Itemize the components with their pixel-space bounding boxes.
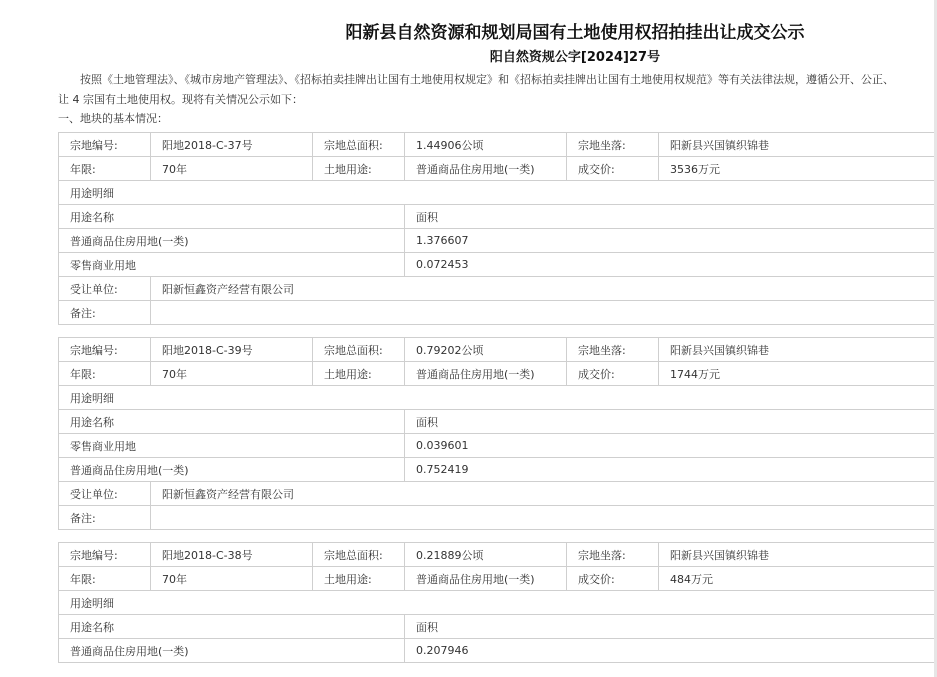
table-row bbox=[59, 434, 935, 458]
table-row bbox=[59, 615, 935, 639]
location-label: 宗地坐落: bbox=[567, 133, 659, 157]
price-value: 1744万元 bbox=[659, 362, 935, 386]
table-row bbox=[59, 567, 935, 591]
table-row bbox=[59, 386, 935, 410]
table-row bbox=[59, 181, 935, 205]
use-name-cell: 普通商品住房用地(一类) bbox=[59, 458, 405, 482]
use-name-cell: 零售商业用地 bbox=[59, 434, 405, 458]
table-row bbox=[59, 301, 935, 325]
total-area-label: 宗地总面积: bbox=[313, 133, 405, 157]
location-label: 宗地坐落: bbox=[567, 338, 659, 362]
parcel-no-label: 宗地编号: bbox=[59, 133, 151, 157]
total-area-value: 0.21889公顷 bbox=[405, 543, 567, 567]
use-area-cell: 0.072453 bbox=[405, 253, 935, 277]
land-use-label: 土地用途: bbox=[313, 362, 405, 386]
section-heading: 一、地块的基本情况： bbox=[58, 112, 168, 125]
use-name-cell: 零售商业用地 bbox=[59, 253, 405, 277]
use-name-cell: 普通商品住房用地(一类) bbox=[59, 229, 405, 253]
parcel-no-value: 阳地2018-C-37号 bbox=[151, 133, 313, 157]
use-name-header: 用途名称 bbox=[59, 205, 405, 229]
intro-paragraph-line-2: 让 4 宗国有土地使用权。现将有关情况公示如下： bbox=[58, 93, 303, 106]
table-row bbox=[59, 253, 935, 277]
table-row bbox=[59, 133, 935, 157]
table-row bbox=[59, 362, 935, 386]
document-number: 阳自然资规公字[2024]27号 bbox=[489, 50, 661, 65]
term-label: 年限: bbox=[59, 567, 151, 591]
total-area-label: 宗地总面积: bbox=[313, 543, 405, 567]
use-name-cell: 普通商品住房用地(一类) bbox=[59, 639, 405, 663]
term-value: 70年 bbox=[151, 567, 313, 591]
parcel-no-label: 宗地编号: bbox=[59, 338, 151, 362]
parcel-table-3 bbox=[58, 542, 935, 663]
price-label: 成交价: bbox=[567, 157, 659, 181]
location-label: 宗地坐落: bbox=[567, 543, 659, 567]
area-header: 面积 bbox=[405, 205, 935, 229]
assignee-label: 受让单位: bbox=[59, 482, 151, 506]
area-header: 面积 bbox=[405, 410, 935, 434]
price-value: 3536万元 bbox=[659, 157, 935, 181]
table-row bbox=[59, 591, 935, 615]
assignee-label: 受让单位: bbox=[59, 277, 151, 301]
use-detail-heading: 用途明细 bbox=[59, 591, 935, 615]
remarks-label: 备注: bbox=[59, 301, 151, 325]
parcel-table-2 bbox=[58, 337, 935, 530]
table-row bbox=[59, 639, 935, 663]
price-label: 成交价: bbox=[567, 567, 659, 591]
use-name-header: 用途名称 bbox=[59, 615, 405, 639]
table-row bbox=[59, 506, 935, 530]
table-row bbox=[59, 482, 935, 506]
term-value: 70年 bbox=[151, 362, 313, 386]
remarks-value bbox=[151, 506, 935, 530]
use-area-cell: 0.752419 bbox=[405, 458, 935, 482]
page-title: 阳新县自然资源和规划局国有土地使用权招拍挂出让成交公示 bbox=[345, 23, 805, 43]
term-label: 年限: bbox=[59, 362, 151, 386]
term-label: 年限: bbox=[59, 157, 151, 181]
table-row bbox=[59, 543, 935, 567]
use-area-cell: 1.376607 bbox=[405, 229, 935, 253]
land-use-value: 普通商品住房用地(一类) bbox=[405, 362, 567, 386]
table-row bbox=[59, 277, 935, 301]
table-row bbox=[59, 205, 935, 229]
price-value: 484万元 bbox=[659, 567, 935, 591]
table-row bbox=[59, 410, 935, 434]
table-row bbox=[59, 229, 935, 253]
intro-paragraph-line-1: 按照《土地管理法》、《城市房地产管理法》、《招标拍卖挂牌出让国有土地使用权规定》和《招标拍卖挂牌出让国有土地使用权规范》等有关法律法规，遵循公开、公正、 bbox=[80, 73, 894, 86]
land-use-label: 土地用途: bbox=[313, 157, 405, 181]
remarks-label: 备注: bbox=[59, 506, 151, 530]
use-area-cell: 0.039601 bbox=[405, 434, 935, 458]
total-area-value: 1.44906公顷 bbox=[405, 133, 567, 157]
land-use-label: 土地用途: bbox=[313, 567, 405, 591]
table-row bbox=[59, 458, 935, 482]
location-value: 阳新县兴国镇织锦巷 bbox=[659, 543, 935, 567]
assignee-value: 阳新恒鑫资产经营有限公司 bbox=[151, 277, 935, 301]
use-name-header: 用途名称 bbox=[59, 410, 405, 434]
parcel-no-label: 宗地编号: bbox=[59, 543, 151, 567]
parcel-table-1 bbox=[58, 132, 935, 325]
use-detail-heading: 用途明细 bbox=[59, 181, 935, 205]
use-detail-heading: 用途明细 bbox=[59, 386, 935, 410]
location-value: 阳新县兴国镇织锦巷 bbox=[659, 338, 935, 362]
remarks-value bbox=[151, 301, 935, 325]
table-row bbox=[59, 157, 935, 181]
use-area-cell: 0.207946 bbox=[405, 639, 935, 663]
term-value: 70年 bbox=[151, 157, 313, 181]
land-use-value: 普通商品住房用地(一类) bbox=[405, 567, 567, 591]
land-use-value: 普通商品住房用地(一类) bbox=[405, 157, 567, 181]
parcel-no-value: 阳地2018-C-39号 bbox=[151, 338, 313, 362]
table-row bbox=[59, 338, 935, 362]
total-area-value: 0.79202公顷 bbox=[405, 338, 567, 362]
assignee-value: 阳新恒鑫资产经营有限公司 bbox=[151, 482, 935, 506]
location-value: 阳新县兴国镇织锦巷 bbox=[659, 133, 935, 157]
price-label: 成交价: bbox=[567, 362, 659, 386]
total-area-label: 宗地总面积: bbox=[313, 338, 405, 362]
area-header: 面积 bbox=[405, 615, 935, 639]
parcel-no-value: 阳地2018-C-38号 bbox=[151, 543, 313, 567]
